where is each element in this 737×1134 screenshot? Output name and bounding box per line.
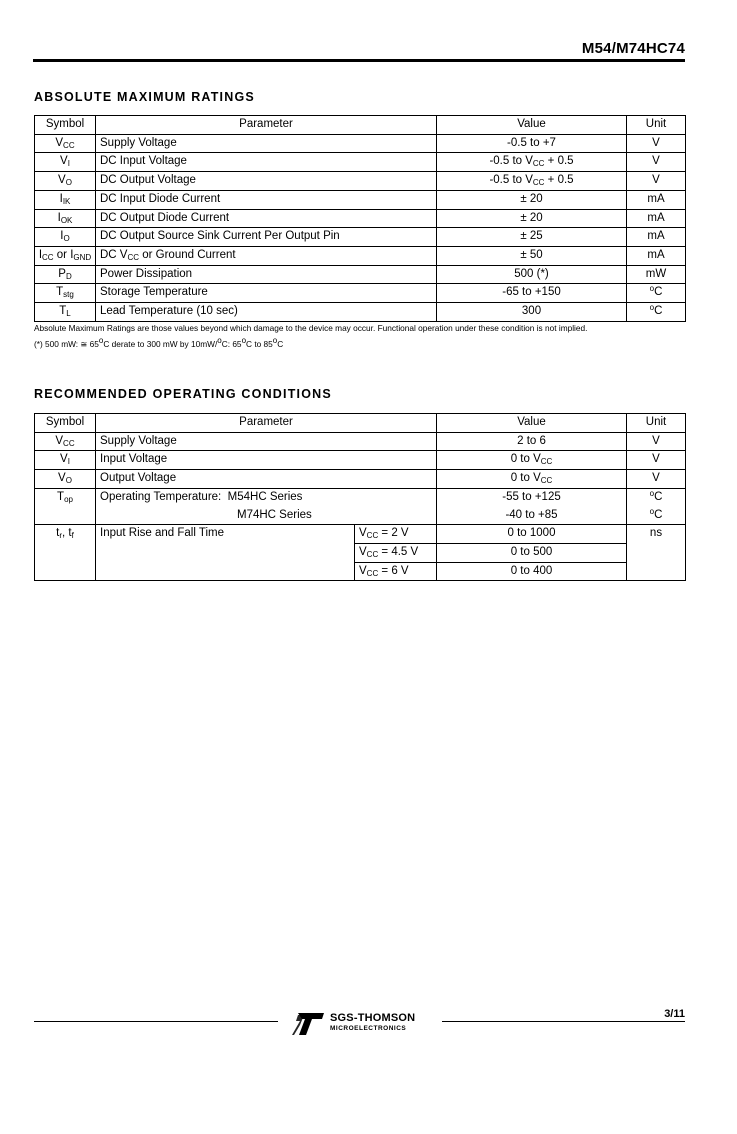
value-cell: 0 to $V_{CC}$ (437, 451, 627, 470)
table-row (35, 190, 686, 209)
table-row (35, 432, 686, 451)
header-rule (33, 59, 685, 62)
symbol-cell: $I_{OK}$ (35, 209, 96, 228)
table-row (35, 172, 686, 191)
operating-temp-line-1: Operating Temperature: M54HC Series (100, 490, 303, 503)
abs-max-footnote: Absolute Maximum Ratings are those values beyond which damage to the device may occur. Functional operation under these condition is not implied. (34, 323, 588, 333)
condition-cell: $V_{CC} = 4.5$ V (355, 543, 437, 562)
col-unit: Unit (627, 414, 686, 433)
company-logo (290, 1010, 440, 1038)
unit-cell: mA (627, 190, 686, 209)
brand-subtitle: MICROELECTRONICS (330, 1025, 407, 1032)
value-cell: ± 50 (437, 246, 627, 265)
unit-cell: V (627, 153, 686, 172)
unit-cell: V (627, 451, 686, 470)
unit-cell: V (627, 172, 686, 191)
parameter-cell: Input Rise and Fall Time (96, 525, 355, 581)
unit-cell: mA (627, 246, 686, 265)
col-value: Value (437, 116, 627, 135)
unit-cell: V (627, 432, 686, 451)
symbol-cell: $V_O$ (35, 172, 96, 191)
value-cell: -0.5 to +7 (437, 134, 627, 153)
unit-cell: ns (627, 525, 686, 581)
rec-op-table (34, 413, 686, 581)
symbol-cell: $V_I$ (35, 451, 96, 470)
value-cell: -0.5 to $V_{CC} + 0.5$ (437, 172, 627, 191)
table-row (35, 153, 686, 172)
parameter-cell: DC Input Voltage (96, 153, 437, 172)
unit-cell: $^o$C (627, 284, 686, 303)
parameter-cell: DC $V_{CC}$ or Ground Current (96, 246, 437, 265)
unit-cell: mW (627, 265, 686, 284)
value-cell: 0 to 1000 (437, 525, 627, 544)
parameter-cell: Lead Temperature (10 sec) (96, 303, 437, 322)
unit-cell: mA (627, 228, 686, 247)
parameter-cell: DC Input Diode Current (96, 190, 437, 209)
operating-temp-line-2: M74HC Series (237, 508, 312, 521)
table-row (35, 470, 686, 489)
parameter-cell: Storage Temperature (96, 284, 437, 303)
unit-cell: $^o$C (627, 303, 686, 322)
abs-max-title: ABSOLUTE MAXIMUM RATINGS (34, 90, 255, 104)
col-parameter: Parameter (96, 414, 437, 433)
parameter-cell: Power Dissipation (96, 265, 437, 284)
unit-cell: mA (627, 209, 686, 228)
value-cell: -55 to +125 -40 to +85 (437, 488, 627, 524)
value-cell: -65 to +150 (437, 284, 627, 303)
value-cell: ± 20 (437, 209, 627, 228)
symbol-cell: $I_{IK}$ (35, 190, 96, 209)
value-cell: -0.5 to $V_{CC} + 0.5$ (437, 153, 627, 172)
unit-cell: V (627, 134, 686, 153)
value-cell: 0 to $V_{CC}$ (437, 470, 627, 489)
symbol-cell: $V_{CC}$ (35, 134, 96, 153)
condition-cell: $V_{CC} = 6$ V (355, 562, 437, 581)
value-cell: 0 to 400 (437, 562, 627, 581)
parameter-cell (96, 488, 437, 524)
parameter-cell: DC Output Source Sink Current Per Output Pin (96, 228, 437, 247)
brand-name: SGS-THOMSON (330, 1012, 416, 1024)
page-number: 3/11 (664, 1008, 685, 1020)
parameter-cell: Input Voltage (96, 451, 437, 470)
value-cell: 500 (*) (437, 265, 627, 284)
unit-cell: $^o$C $^o$C (627, 488, 686, 524)
unit-cell: V (627, 470, 686, 489)
table-row (35, 488, 686, 524)
parameter-cell: Supply Voltage (96, 134, 437, 153)
footer-rule-right (442, 1021, 685, 1022)
parameter-cell: Supply Voltage (96, 432, 437, 451)
table-row (35, 265, 686, 284)
table-row (35, 134, 686, 153)
st-logo-icon (290, 1011, 326, 1037)
symbol-cell: $T_{op}$ (35, 488, 96, 524)
symbol-cell: $I_{CC}$ or $I_{GND}$ (35, 246, 96, 265)
table-row (35, 246, 686, 265)
table-row (35, 228, 686, 247)
symbol-cell: $V_O$ (35, 470, 96, 489)
symbol-cell: $I_O$ (35, 228, 96, 247)
value-cell: 300 (437, 303, 627, 322)
document-title: M54/M74HC74 (581, 40, 685, 57)
table-row (35, 209, 686, 228)
symbol-cell: $V_I$ (35, 153, 96, 172)
footer-rule-left (34, 1021, 278, 1022)
col-value: Value (437, 414, 627, 433)
col-unit: Unit (627, 116, 686, 135)
parameter-cell: Output Voltage (96, 470, 437, 489)
value-cell: ± 25 (437, 228, 627, 247)
table-row (35, 303, 686, 322)
value-cell: 0 to 500 (437, 543, 627, 562)
table-row (35, 284, 686, 303)
parameter-cell: DC Output Diode Current (96, 209, 437, 228)
value-cell: 2 to 6 (437, 432, 627, 451)
col-parameter: Parameter (96, 116, 437, 135)
parameter-cell: DC Output Voltage (96, 172, 437, 191)
abs-max-table (34, 115, 686, 322)
condition-cell: $V_{CC} = 2$ V (355, 525, 437, 544)
table-row (35, 451, 686, 470)
symbol-cell: $T_{stg}$ (35, 284, 96, 303)
rec-op-title: RECOMMENDED OPERATING CONDITIONS (34, 387, 332, 401)
power-dissipation-footnote: (*) 500 mW: ≅ 65$^o$C derate to 300 mW by 10mW/$^o$C: 65$^o$C to 85$^o$C (34, 337, 284, 349)
value-cell: ± 20 (437, 190, 627, 209)
symbol-cell: $t_r$, $t_f$ (35, 525, 96, 581)
col-symbol: Symbol (35, 116, 96, 135)
symbol-cell: $T_L$ (35, 303, 96, 322)
table-row (35, 525, 686, 544)
symbol-cell: $V_{CC}$ (35, 432, 96, 451)
table-header-row (35, 414, 686, 433)
table-header-row (35, 116, 686, 135)
symbol-cell: $P_D$ (35, 265, 96, 284)
col-symbol: Symbol (35, 414, 96, 433)
